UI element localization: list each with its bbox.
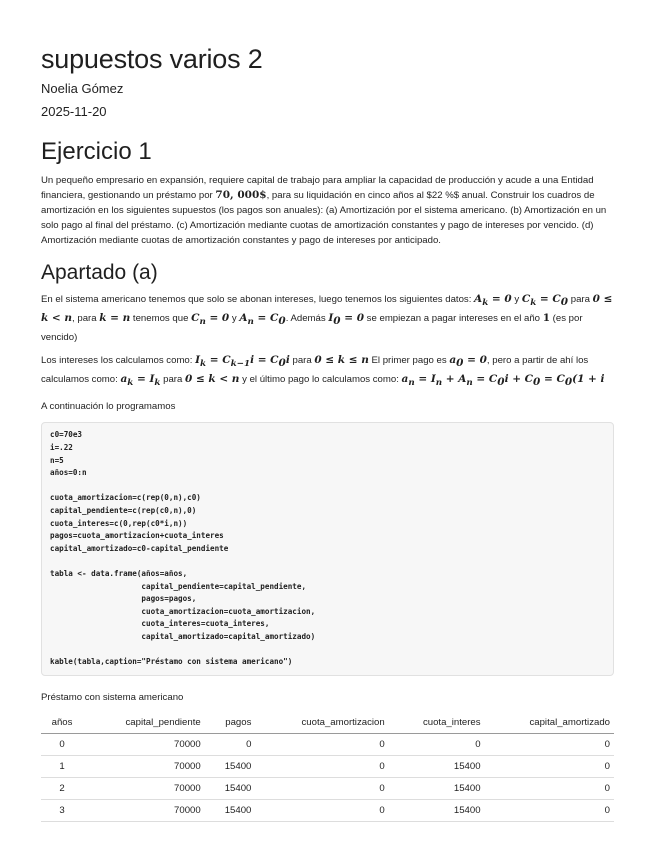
table-cell: 0 <box>389 733 485 755</box>
math-token: = 0 <box>340 312 365 325</box>
table-cell: 2 <box>41 777 83 799</box>
amortization-table <box>41 711 614 822</box>
table-header-row <box>41 711 614 734</box>
table-cell: 0 <box>255 799 388 821</box>
para1-math: k = n <box>99 312 131 325</box>
table-caption: Préstamo con sistema americano <box>41 691 184 703</box>
para1-math <box>474 293 512 309</box>
para1-math: 1 <box>542 312 550 325</box>
math-token: = C <box>253 312 279 325</box>
para2-text: Los intereses los calculamos como: <box>41 355 196 367</box>
table-cell: 0 <box>485 799 614 821</box>
table-cell: 3 <box>41 799 83 821</box>
table-cell: 70000 <box>83 733 205 755</box>
math-token: C <box>191 312 200 325</box>
math-token: = C <box>540 373 565 386</box>
para2-text: , pero a partir de ahí los calculamos como: <box>41 355 589 386</box>
table-cell: 0 <box>255 733 388 755</box>
ejercicio-text-1: Un pequeño empresario en expansión, requiere capital de trabajo para ampliar la capacidad de producción y acude a una Entidad financiera, gestionando un préstamo por <box>41 175 594 201</box>
math-sub: 0 <box>560 296 569 309</box>
para2-math <box>195 354 290 370</box>
math-sub: 0 <box>278 357 286 370</box>
section-heading-ejercicio: Ejercicio 1 <box>41 138 152 165</box>
para1-math: 0 ≤ k < n <box>41 293 613 325</box>
math-token: (1 + i <box>572 373 605 386</box>
ejercicio-paragraph <box>41 173 614 248</box>
math-token: = C <box>536 293 561 305</box>
table-cell: 15400 <box>389 777 485 799</box>
math-token: = C <box>472 373 498 386</box>
table-header-cell: cuota_interes <box>389 711 485 734</box>
math-token: = C <box>206 354 231 367</box>
para2-math: 0 ≤ k ≤ n <box>314 354 369 367</box>
math-sub: n <box>408 378 415 389</box>
table-header-cell: pagos <box>205 711 256 734</box>
table-cell: 0 <box>41 733 83 755</box>
table-header-cell: capital_amortizado <box>485 711 614 734</box>
math-token: = I <box>414 373 436 386</box>
table-cell: 0 <box>485 777 614 799</box>
para1-text: y <box>511 294 522 305</box>
table-row <box>41 777 614 799</box>
para1-text: para <box>568 294 593 305</box>
para2-math: 0 ≤ k < n <box>185 373 240 386</box>
para2-math <box>449 354 487 370</box>
math-sub: 0 <box>564 376 573 389</box>
table-cell: 0 <box>255 755 388 777</box>
math-token: = 0 <box>488 293 512 305</box>
math-sub: n <box>247 317 254 328</box>
table-cell: 15400 <box>205 799 256 821</box>
table-header-cell: cuota_amortizacion <box>255 711 388 734</box>
math-token: A <box>239 312 248 325</box>
table-cell: 15400 <box>389 755 485 777</box>
math-token: a <box>401 373 409 386</box>
section-heading-apartado: Apartado (a) <box>41 261 158 284</box>
math-sub: k <box>482 298 489 309</box>
math-sub: 0 <box>497 376 505 389</box>
table-cell: 1 <box>41 755 83 777</box>
math-token: = I <box>133 373 155 386</box>
apartado-paragraph-3: A continuación lo programamos <box>41 401 176 413</box>
math-sub: n <box>435 378 443 389</box>
table-cell: 70000 <box>83 755 205 777</box>
para2-text: para <box>160 374 185 386</box>
para2-math <box>401 373 605 389</box>
para1-math <box>521 293 569 309</box>
para1-text: En el sistema americano tenemos que solo se abonan intereses, luego tenemos los siguientes datos: <box>41 294 475 305</box>
math-sub: 0 <box>278 315 286 328</box>
para1-math <box>191 312 230 328</box>
document-title: supuestos varios 2 <box>41 44 263 74</box>
math-token: A <box>474 293 483 305</box>
math-token: a <box>449 354 457 367</box>
math-sub: k <box>154 378 161 389</box>
math-token: C <box>521 293 531 305</box>
math-token: i + C <box>504 373 534 386</box>
table-header-cell: capital_pendiente <box>83 711 205 734</box>
table-cell: 0 <box>485 733 614 755</box>
math-sub: k−1 <box>230 359 251 370</box>
table-cell: 0 <box>255 777 388 799</box>
apartado-paragraph-1 <box>41 292 614 345</box>
para1-math <box>239 312 286 328</box>
table-cell: 70000 <box>83 799 205 821</box>
math-token: I <box>328 312 334 325</box>
math-sub: k <box>200 359 207 370</box>
math-token: i <box>285 354 290 367</box>
math-sub: n <box>466 378 473 389</box>
math-sub: 0 <box>333 315 341 328</box>
table-cell: 15400 <box>389 799 485 821</box>
math-sub: n <box>199 317 206 328</box>
math-token: = 0 <box>205 312 230 325</box>
para1-math <box>328 312 365 328</box>
math-sub: 0 <box>456 357 464 370</box>
document-author: Noelia Gómez <box>41 81 124 96</box>
table-row <box>41 733 614 755</box>
math-sub: k <box>530 298 537 309</box>
ejercicio-text-2: , para su liquidación en cinco años al $22 %$ anual. Construir los cuadros de amortización en los siguientes supuestos (los pagos son anuales): (a) Amortización por el sistema americano. (b) Amortización en un solo pago al final del préstamo. (c) Amortización mediante cuotas de amortización constantes y pago de intereses por vencido. (d) Amortización mediante cuotas de amortización constantes y pago de intereses por anticipado. <box>41 190 607 246</box>
para1-text: . Además <box>285 313 329 325</box>
para2-text: para <box>289 355 315 367</box>
math-token: + A <box>442 373 467 386</box>
math-token: a <box>120 373 128 386</box>
para1-text: (es por vencido) <box>41 313 583 344</box>
math-token: = 0 <box>463 354 487 367</box>
table-header-cell: años <box>41 711 83 734</box>
table-cell: 0 <box>485 755 614 777</box>
apartado-paragraph-2 <box>41 353 614 391</box>
math-sub: 0 <box>533 376 541 389</box>
table-cell: 15400 <box>205 777 256 799</box>
table-cell: 70000 <box>83 777 205 799</box>
para1-text: y <box>229 313 240 325</box>
math-sub: k <box>127 378 134 389</box>
para2-text: y el último pago lo calculamos como: <box>239 374 402 386</box>
document-date: 2025-11-20 <box>41 104 107 119</box>
math-token: i = C <box>250 354 279 367</box>
para1-text: se empiezan a pagar intereses en el año <box>364 313 543 325</box>
para1-text: , para <box>72 313 100 325</box>
table-row <box>41 755 614 777</box>
code-block[interactable]: c0=70e3 i=.22 n=5 años=0:n cuota_amortizacion=c(rep(0,n),c0) capital_pendiente=c(rep(c0,n),0) cuota_interes=c(0,rep(c0*i,n)) pagos=cuota_amortizacion+cuota_interes capital_amortizado=c0-capital_pendiente tabla <- data.frame(años=años, capital_pendiente=capital_pendiente, pagos=pagos, cuota_amortizacion=cuota_amortizacion, cuota_interes=cuota_interes, capital_amortizado=capital_amortizado) kable(tabla,caption="Préstamo con sistema americano") <box>41 422 614 675</box>
para2-math <box>120 373 161 389</box>
para2-text: El primer pago es <box>368 355 450 367</box>
ejercicio-math-amount: 70, 000$ <box>215 189 267 201</box>
table-row <box>41 799 614 821</box>
para1-text: tenemos que <box>130 313 192 325</box>
math-token: I <box>195 354 201 367</box>
table-cell: 15400 <box>205 755 256 777</box>
table-cell: 0 <box>205 733 256 755</box>
